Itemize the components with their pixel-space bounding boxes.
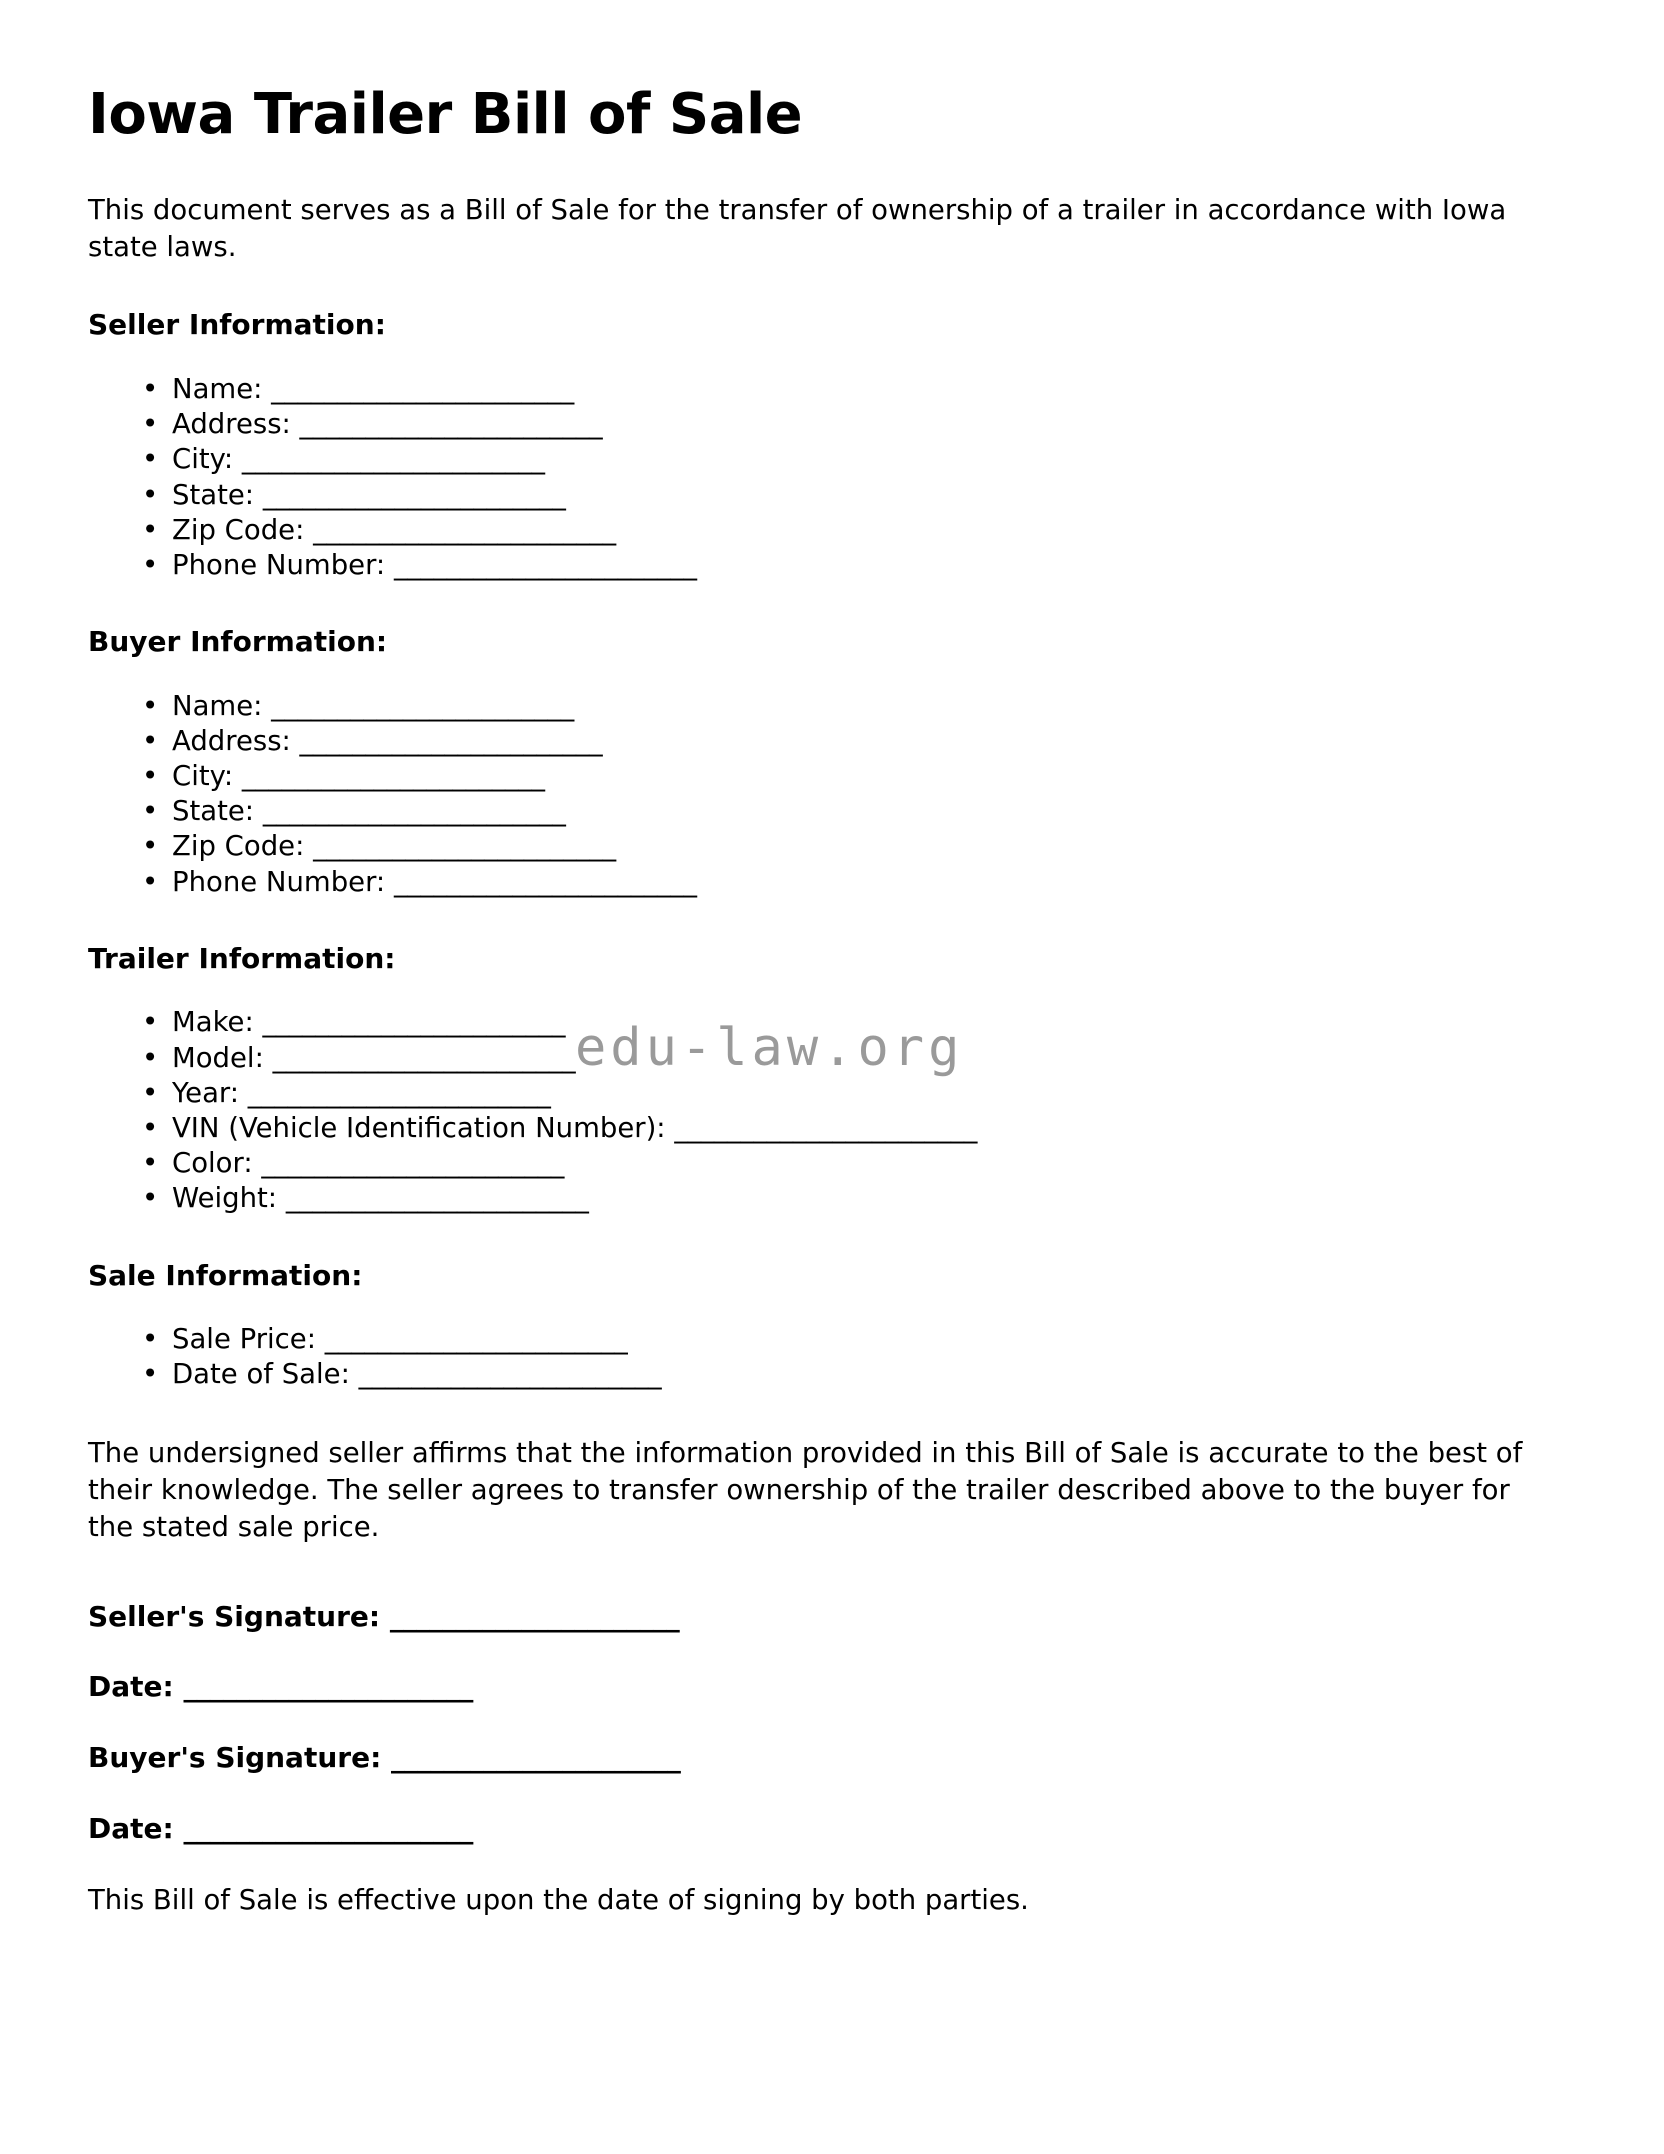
field-blank[interactable]: _______________________ (241, 760, 545, 793)
bullet-icon: • (142, 1147, 159, 1180)
list-item (140, 407, 1554, 442)
field-blank[interactable]: _______________________ (262, 1006, 565, 1039)
list-item (140, 1076, 1554, 1111)
seller-signature-blank[interactable]: ______________________ (389, 1600, 680, 1633)
field-blank[interactable]: _______________________ (313, 830, 616, 863)
buyer-date-label: Date: (88, 1811, 174, 1845)
list-item (140, 865, 1554, 900)
seller-signature-line (88, 1599, 1554, 1636)
field-label: Year: (172, 1076, 240, 1109)
field-blank[interactable]: _______________________ (393, 548, 697, 581)
field-blank[interactable]: _______________________ (299, 724, 602, 757)
field-blank[interactable]: _______________________ (272, 1041, 576, 1074)
buyer-date-blank[interactable]: ______________________ (183, 1812, 473, 1845)
seller-field-list (88, 372, 1554, 583)
seller-date-line (88, 1669, 1554, 1706)
list-item (140, 1322, 1554, 1357)
field-blank[interactable]: _______________________ (299, 408, 602, 441)
field-label: Zip Code: (172, 513, 305, 546)
field-label: Phone Number: (172, 548, 386, 581)
affirmation-block (88, 1435, 1554, 1547)
field-blank[interactable]: _______________________ (313, 513, 616, 546)
field-blank[interactable]: _______________________ (241, 443, 545, 476)
list-item (140, 689, 1554, 724)
field-label: Address: (172, 408, 291, 441)
sale-field-list (88, 1322, 1554, 1392)
field-blank[interactable]: _______________________ (262, 478, 566, 511)
seller-information-heading: Seller Information: (88, 308, 386, 342)
page-title: Iowa Trailer Bill of Sale (88, 82, 803, 147)
field-label: State: (172, 795, 255, 828)
buyer-field-list (88, 689, 1554, 900)
seller-date-label: Date: (88, 1670, 174, 1704)
field-label: Sale Price: (172, 1323, 316, 1356)
bullet-icon: • (142, 865, 159, 898)
field-blank[interactable]: _______________________ (324, 1323, 628, 1356)
field-label: City: (172, 760, 234, 793)
list-item (140, 1005, 1554, 1040)
bullet-icon: • (142, 1358, 159, 1391)
bullet-icon: • (142, 408, 159, 441)
bullet-icon: • (142, 443, 159, 476)
list-item (140, 372, 1554, 407)
list-item (140, 1146, 1554, 1181)
field-label: Phone Number: (172, 865, 386, 898)
bullet-icon: • (142, 795, 159, 828)
field-label: Model: (172, 1041, 264, 1074)
field-label: Make: (172, 1006, 254, 1039)
list-item (140, 478, 1554, 513)
list-item (140, 1357, 1554, 1392)
list-item (140, 442, 1554, 477)
field-blank[interactable]: _______________________ (262, 795, 566, 828)
field-blank[interactable]: _______________________ (285, 1182, 589, 1215)
affirmation-paragraph: The undersigned seller affirms that the information provided in this Bill of Sale is accurate to the best of their knowledge. The seller agrees to transfer ownership of the trailer described above to the buyer for the stated sale price. (88, 1436, 1523, 1544)
field-label: Color: (172, 1147, 253, 1180)
buyer-date-line (88, 1811, 1554, 1848)
field-label: Date of Sale: (172, 1358, 350, 1391)
buyer-information-heading: Buyer Information: (88, 625, 388, 659)
bullet-icon: • (142, 1041, 159, 1074)
bullet-icon: • (142, 689, 159, 722)
field-blank[interactable]: _______________________ (247, 1076, 551, 1109)
bullet-icon: • (142, 1006, 159, 1039)
field-blank[interactable]: _______________________ (674, 1111, 977, 1144)
seller-signature-label: Seller's Signature: (88, 1599, 381, 1633)
seller-date-blank[interactable]: ______________________ (183, 1671, 473, 1704)
buyer-signature-blank[interactable]: ______________________ (391, 1742, 681, 1775)
field-label: Address: (172, 724, 291, 757)
bullet-icon: • (142, 372, 159, 405)
field-blank[interactable]: _______________________ (261, 1147, 564, 1180)
bullet-icon: • (142, 513, 159, 546)
field-label: State: (172, 478, 255, 511)
field-label: Name: (172, 372, 263, 405)
intro-paragraph: This document serves as a Bill of Sale for the transfer of ownership of a trailer in accordance with Iowa state laws. (88, 193, 1507, 263)
sale-information-heading: Sale Information: (88, 1258, 363, 1292)
list-item (140, 724, 1554, 759)
buyer-signature-label: Buyer's Signature: (88, 1741, 382, 1775)
list-item (140, 513, 1554, 548)
field-blank[interactable]: _______________________ (358, 1358, 662, 1391)
bullet-icon: • (142, 1182, 159, 1215)
list-item (140, 829, 1554, 864)
closing-paragraph: This Bill of Sale is effective upon the date of signing by both parties. (88, 1883, 1029, 1916)
field-label: Name: (172, 689, 263, 722)
list-item (140, 548, 1554, 583)
list-item (140, 1041, 1554, 1076)
bullet-icon: • (142, 478, 159, 511)
bullet-icon: • (142, 760, 159, 793)
trailer-information-heading: Trailer Information: (88, 941, 396, 975)
list-item (140, 794, 1554, 829)
buyer-signature-line (88, 1740, 1554, 1777)
bullet-icon: • (142, 1111, 159, 1144)
watermark-text: edu-law.org (575, 1018, 964, 1078)
field-label: City: (172, 443, 234, 476)
bullet-icon: • (142, 1323, 159, 1356)
bullet-icon: • (142, 548, 159, 581)
bullet-icon: • (142, 830, 159, 863)
field-label: Weight: (172, 1182, 278, 1215)
field-blank[interactable]: _______________________ (271, 689, 574, 722)
list-item (140, 1111, 1554, 1146)
list-item (140, 759, 1554, 794)
list-item (140, 1181, 1554, 1216)
field-blank[interactable]: _______________________ (393, 865, 697, 898)
field-label: Zip Code: (172, 830, 305, 863)
trailer-field-list (88, 1005, 1554, 1216)
field-label: VIN (Vehicle Identification Number): (172, 1111, 666, 1144)
bullet-icon: • (142, 724, 159, 757)
field-blank[interactable]: _______________________ (271, 372, 574, 405)
bullet-icon: • (142, 1076, 159, 1109)
document-content (88, 84, 1554, 1919)
